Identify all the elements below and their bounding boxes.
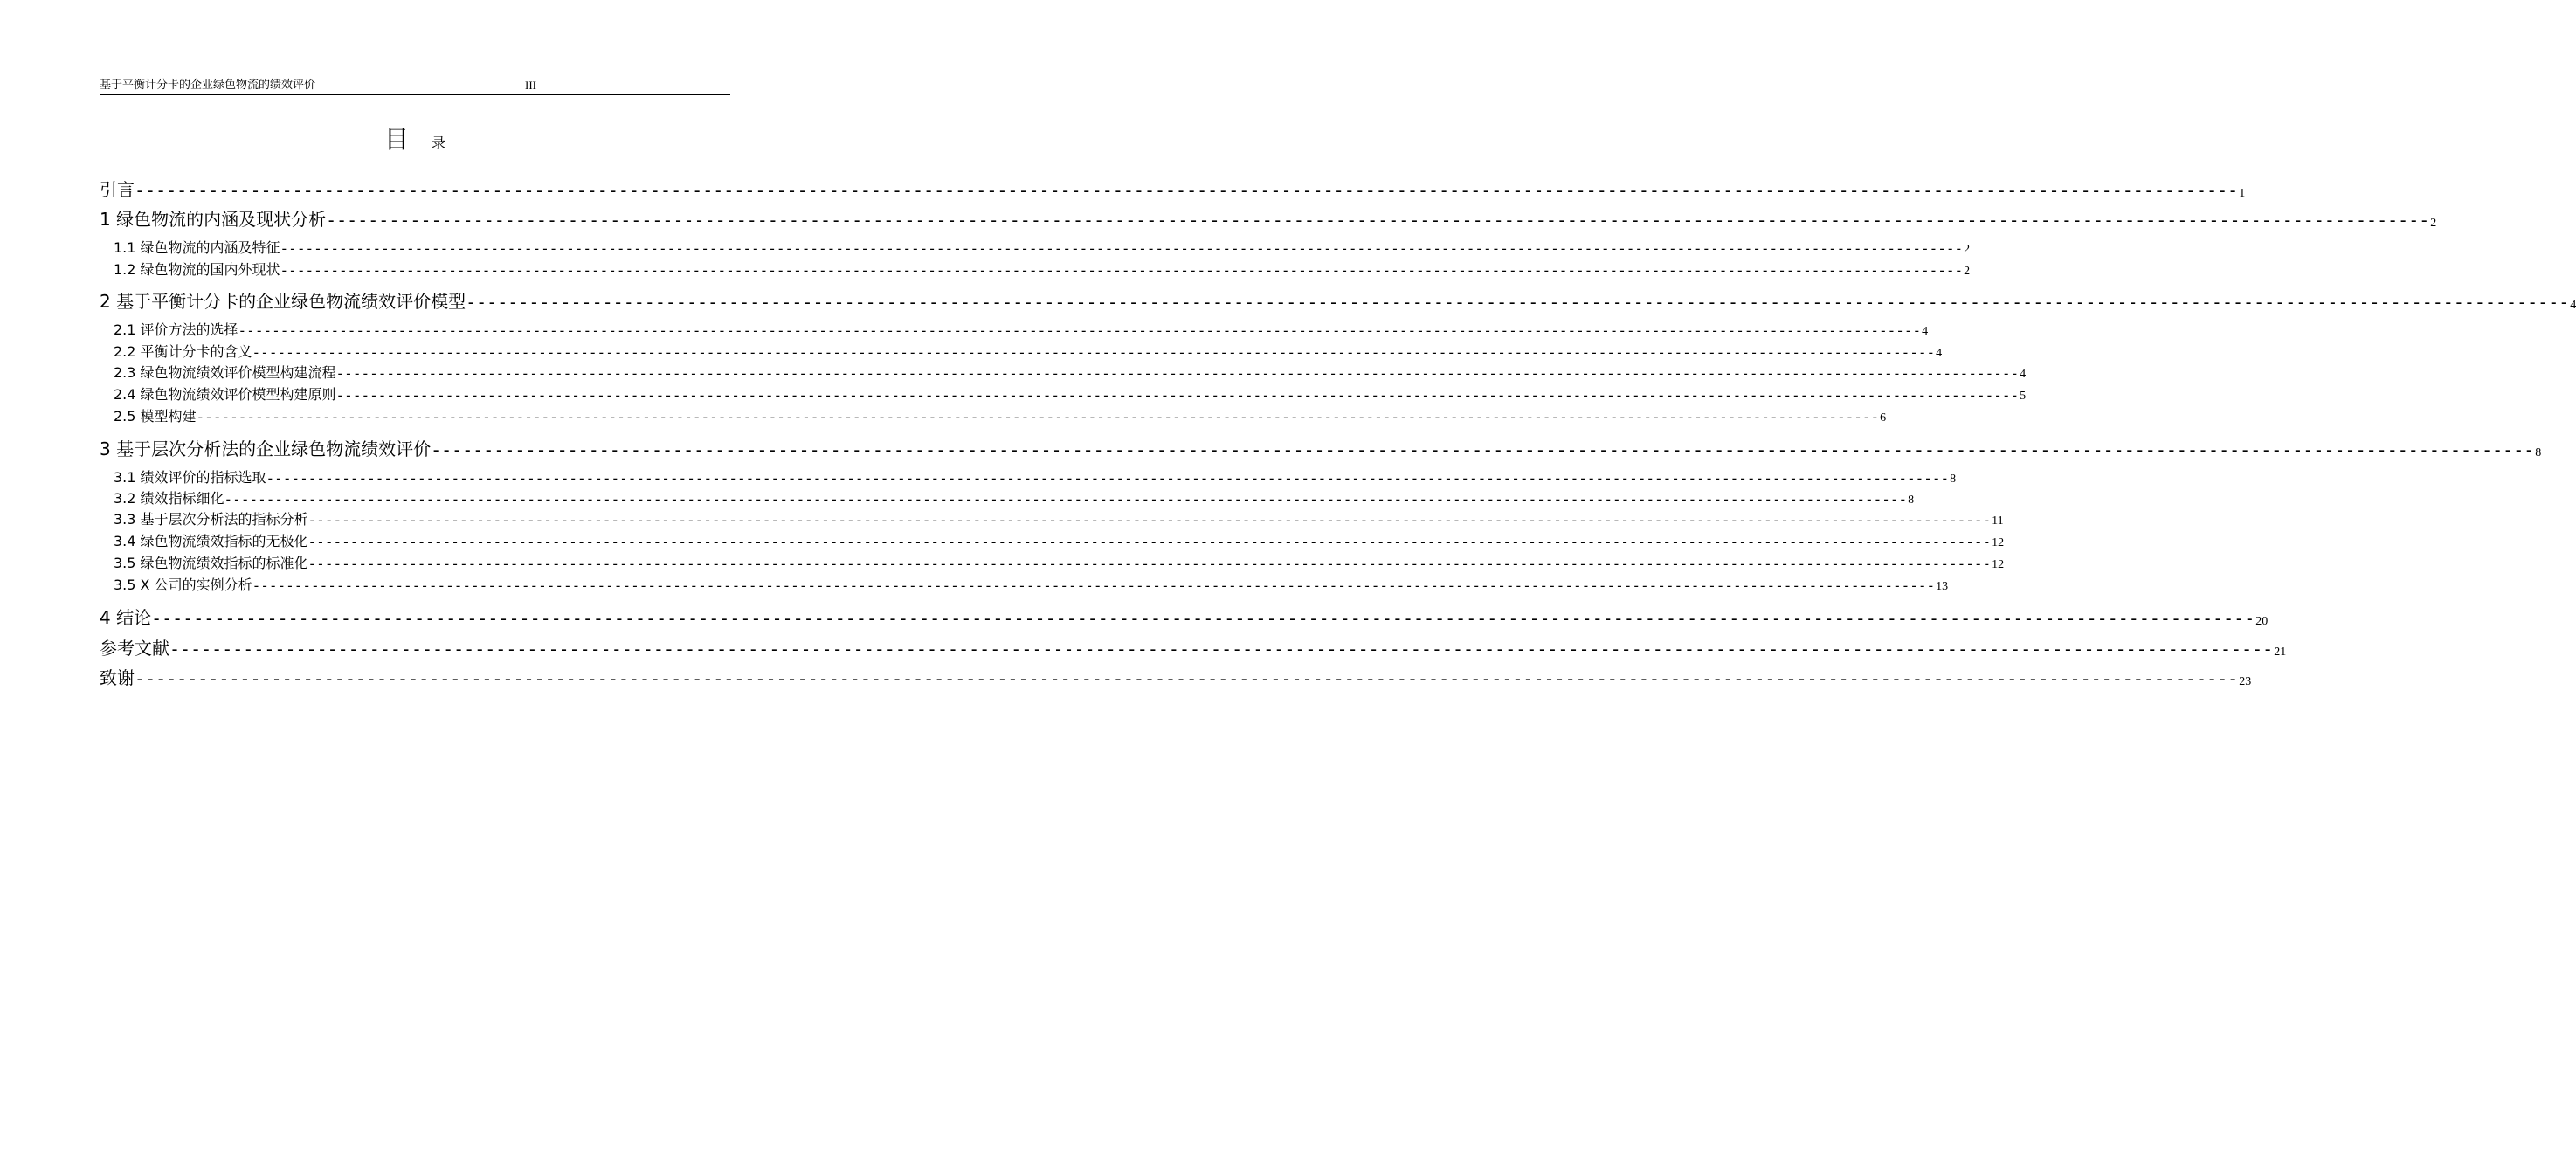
toc-leader: --------------------------------------------------------------------------------------------------------------------------------------------------------------------------------------------------------: [431, 439, 2535, 460]
toc-entry[interactable]: [100, 435, 2542, 460]
toc-entry-title: 1.1 绿色物流的内涵及特征: [114, 239, 280, 256]
toc-entry-title: 参考文献: [100, 638, 169, 659]
toc-entry-page: 5: [2020, 390, 2027, 403]
toc-leader: --------------------------------------------------------------------------------------------------------------------------------------------------------------------------------------------------------: [252, 344, 1936, 361]
toc-entry-page: 2: [1964, 265, 1971, 278]
toc-entry-title: 3.4 绿色物流绩效指标的无极化: [114, 533, 308, 549]
toc-leader: --------------------------------------------------------------------------------------------------------------------------------------------------------------------------------------------------------: [307, 512, 1992, 528]
header-page-number: III: [525, 79, 536, 92]
toc-entry-page: 8: [2535, 446, 2542, 459]
toc-entry-page: 4: [1936, 347, 1943, 360]
toc-entry[interactable]: [100, 287, 2576, 313]
toc-entry[interactable]: [100, 176, 2246, 201]
toc-entry-title: 3 基于层次分析法的企业绿色物流绩效评价: [100, 439, 432, 459]
toc-leader: --------------------------------------------------------------------------------------------------------------------------------------------------------------------------------------------------------: [169, 639, 2274, 660]
toc-entry-page: 12: [1992, 558, 2005, 571]
toc-entry[interactable]: [114, 508, 2004, 528]
toc-entry[interactable]: [114, 319, 1929, 339]
toc-entry-page: 2: [2430, 217, 2437, 230]
toc-leader: --------------------------------------------------------------------------------------------------------------------------------------------------------------------------------------------------------: [466, 292, 2570, 313]
toc-leader: --------------------------------------------------------------------------------------------------------------------------------------------------------------------------------------------------------: [238, 322, 1922, 339]
toc-entry[interactable]: [100, 604, 2269, 629]
page-header: [100, 77, 730, 95]
toc-entry-title: 2.2 平衡计分卡的含义: [114, 343, 252, 360]
toc-leader: --------------------------------------------------------------------------------------------------------------------------------------------------------------------------------------------------------: [280, 240, 1964, 257]
toc-entry-page: 8: [1950, 473, 1957, 486]
toc-entry-title: 2.4 绿色物流绩效评价模型构建原则: [114, 386, 336, 403]
toc-entry-title: 致谢: [100, 667, 135, 688]
toc-entry[interactable]: [114, 487, 1915, 508]
toc-entry-title: 3.5 绿色物流绩效指标的标准化: [114, 555, 308, 571]
toc-entry-title: 1 绿色物流的内涵及现状分析: [100, 209, 327, 230]
toc-entry-page: 4: [2570, 299, 2576, 312]
toc-leader: --------------------------------------------------------------------------------------------------------------------------------------------------------------------------------------------------------: [307, 534, 1992, 550]
toc-heading: [0, 121, 830, 155]
toc-leader: --------------------------------------------------------------------------------------------------------------------------------------------------------------------------------------------------------: [151, 608, 2255, 629]
toc-entry[interactable]: [100, 664, 2252, 689]
toc-entry-page: 12: [1992, 536, 2005, 549]
toc-entry-title: 2.1 评价方法的选择: [114, 321, 238, 338]
toc-entry[interactable]: [114, 530, 2005, 550]
toc-entry-page: 6: [1880, 411, 1887, 425]
toc-entry-title: 3.1 绩效评价的指标选取: [114, 469, 266, 486]
toc-leader: --------------------------------------------------------------------------------------------------------------------------------------------------------------------------------------------------------: [307, 556, 1992, 572]
toc-entry-title: 3.2 绩效指标细化: [114, 490, 224, 507]
toc-entry-page: 1: [2239, 187, 2246, 200]
toc-entry[interactable]: [114, 362, 2027, 382]
toc-leader: --------------------------------------------------------------------------------------------------------------------------------------------------------------------------------------------------------: [266, 470, 1950, 487]
toc-entry-title: 1.2 绿色物流的国内外现状: [114, 261, 280, 278]
toc-entry[interactable]: [100, 634, 2287, 660]
header-title: 基于平衡计分卡的企业绿色物流的绩效评价: [100, 79, 316, 92]
toc-entry[interactable]: [114, 237, 1971, 257]
toc-entry[interactable]: [114, 383, 2027, 404]
toc-entry-title: 4 结论: [100, 607, 152, 628]
toc-entry-title: 2.5 模型构建: [114, 408, 197, 425]
toc-entry-page: 11: [1992, 514, 2004, 528]
toc-entry-page: 4: [1922, 325, 1929, 338]
toc-leader: --------------------------------------------------------------------------------------------------------------------------------------------------------------------------------------------------------: [135, 180, 2239, 201]
toc-entry-page: 4: [2020, 368, 2027, 381]
toc-leader: --------------------------------------------------------------------------------------------------------------------------------------------------------------------------------------------------------: [326, 210, 2430, 231]
toc-entry-title: 3.3 基于层次分析法的指标分析: [114, 511, 308, 528]
toc-entry-title: 3.5 X 公司的实例分析: [114, 577, 252, 593]
toc-leader: --------------------------------------------------------------------------------------------------------------------------------------------------------------------------------------------------------: [335, 387, 2020, 404]
toc-entry-page: 21: [2274, 646, 2287, 659]
toc-entry-page: 23: [2239, 675, 2252, 688]
toc-entry[interactable]: [114, 405, 1887, 425]
toc-leader: --------------------------------------------------------------------------------------------------------------------------------------------------------------------------------------------------------: [252, 577, 1936, 594]
toc-entry-title: 引言: [100, 179, 135, 200]
toc-leader: --------------------------------------------------------------------------------------------------------------------------------------------------------------------------------------------------------: [280, 262, 1964, 279]
toc-entry[interactable]: [114, 552, 2005, 572]
toc-heading-char-1: 目: [383, 125, 409, 154]
toc-heading-char-2: 录: [432, 135, 446, 151]
toc-entry[interactable]: [114, 574, 1949, 594]
toc-entry-page: 8: [1908, 494, 1915, 507]
toc-entry[interactable]: [100, 205, 2437, 231]
toc-leader: --------------------------------------------------------------------------------------------------------------------------------------------------------------------------------------------------------: [335, 365, 2020, 382]
toc-entry-title: 2 基于平衡计分卡的企业绿色物流绩效评价模型: [100, 291, 466, 312]
toc-entry[interactable]: [114, 259, 1971, 279]
toc-leader: --------------------------------------------------------------------------------------------------------------------------------------------------------------------------------------------------------: [196, 409, 1880, 425]
toc-entry-page: 13: [1936, 580, 1949, 593]
toc-entry[interactable]: [114, 341, 1943, 361]
toc-leader: --------------------------------------------------------------------------------------------------------------------------------------------------------------------------------------------------------: [224, 491, 1908, 508]
toc-entry-page: 2: [1964, 243, 1971, 256]
toc-entry-title: 2.3 绿色物流绩效评价模型构建流程: [114, 364, 336, 381]
toc-entry[interactable]: [114, 466, 1957, 487]
toc-entry-page: 20: [2255, 615, 2269, 628]
toc-leader: --------------------------------------------------------------------------------------------------------------------------------------------------------------------------------------------------------: [135, 668, 2239, 689]
